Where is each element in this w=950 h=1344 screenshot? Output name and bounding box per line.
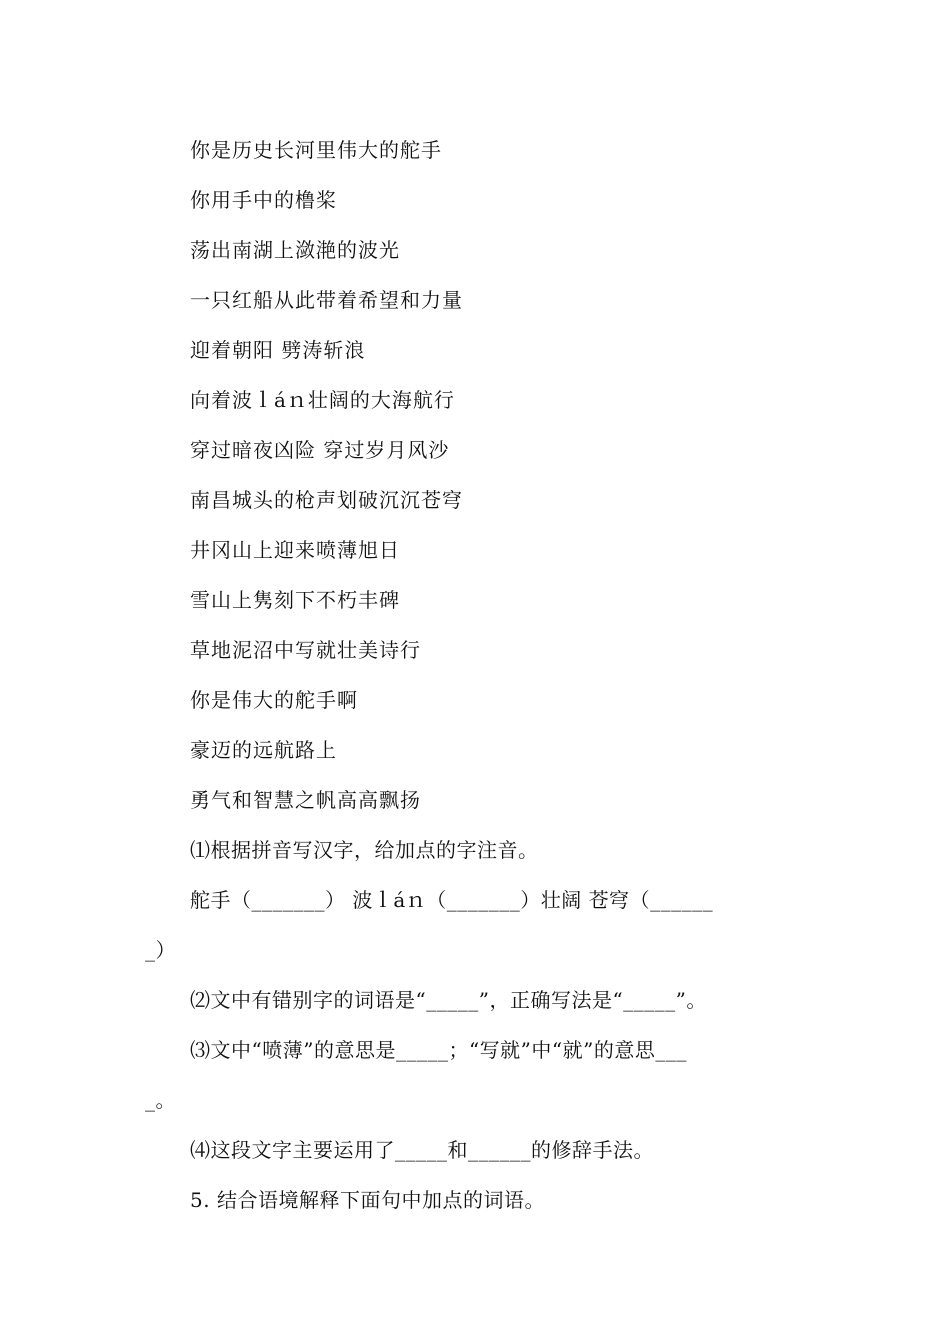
question-3-continued: _。 [145, 1088, 176, 1112]
question-2: ⑵文中有错别字的词语是“_____”，正确写法是“_____”。 [190, 988, 707, 1012]
poem-line: 雪山上隽刻下不朽丰碑 [190, 588, 400, 612]
poem-line: 豪迈的远航路上 [190, 738, 337, 762]
poem-line: 你是历史长河里伟大的舵手 [190, 138, 442, 162]
poem-line: 你是伟大的舵手啊 [190, 688, 358, 712]
poem-line: 穿过暗夜凶险 穿过岁月风沙 [190, 438, 450, 462]
question-4: ⑷这段文字主要运用了_____和______的修辞手法。 [190, 1138, 654, 1162]
question-5: 5. 结合语境解释下面句中加点的词语。 [190, 1188, 545, 1212]
poem-line: 勇气和智慧之帆高高飘扬 [190, 788, 421, 812]
poem-line: 向着波ｌáｎ壮阔的大海航行 [190, 388, 455, 412]
poem-line: 荡出南湖上潋滟的波光 [190, 238, 400, 262]
question-1-blanks-continued: _） [145, 938, 176, 962]
poem-line: 井冈山上迎来喷薄旭日 [190, 538, 400, 562]
poem-line: 你用手中的橹桨 [190, 188, 337, 212]
question-1: ⑴根据拼音写汉字，给加点的字注音。 [190, 838, 539, 862]
poem-line: 草地泥沼中写就壮美诗行 [190, 638, 421, 662]
question-3: ⑶文中“喷薄”的意思是_____；“写就”中“就”的意思___ [190, 1038, 687, 1062]
poem-line: 南昌城头的枪声划破沉沉苍穹 [190, 488, 463, 512]
poem-line: 一只红船从此带着希望和力量 [190, 288, 463, 312]
question-1-blanks: 舵手（_______） 波ｌáｎ（_______）壮阔 苍穹（______ [190, 888, 714, 912]
poem-line: 迎着朝阳 劈涛斩浪 [190, 338, 366, 362]
